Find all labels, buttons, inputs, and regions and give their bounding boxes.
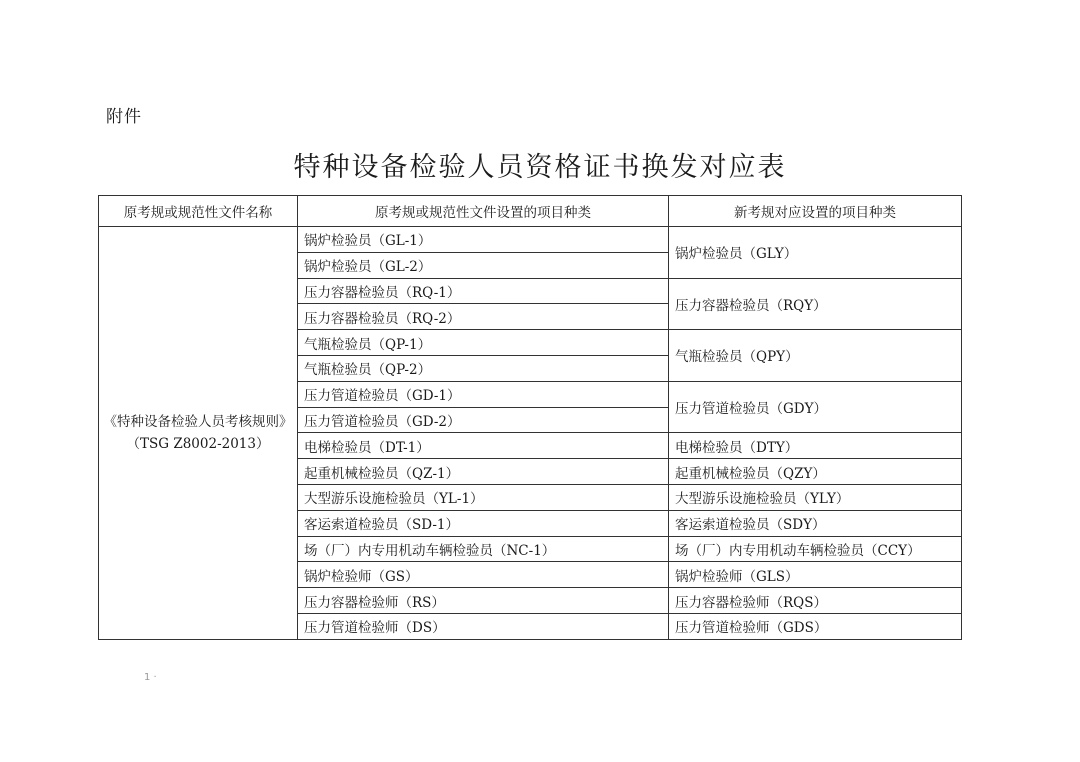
old-category-cell: 气瓶检验员（QP-1） [298, 330, 669, 356]
old-category-cell: 压力管道检验师（DS） [298, 613, 669, 639]
page-number: 1 · [144, 672, 157, 683]
new-category-cell: 压力容器检验员（RQY） [669, 278, 962, 330]
old-category-cell: 电梯检验员（DT-1） [298, 433, 669, 459]
new-category-cell: 起重机械检验员（QZY） [669, 459, 962, 485]
new-category-cell: 压力管道检验员（GDY） [669, 381, 962, 433]
header-new-category: 新考规对应设置的项目种类 [669, 196, 962, 227]
table-row [99, 227, 962, 253]
old-category-cell: 大型游乐设施检验员（YL-1） [298, 484, 669, 510]
new-category-cell: 场（厂）内专用机动车辆检验员（CCY） [669, 536, 962, 562]
certificate-mapping-table [98, 195, 962, 640]
old-category-cell: 气瓶检验员（QP-2） [298, 355, 669, 381]
old-category-cell: 锅炉检验员（GL-2） [298, 252, 669, 278]
old-category-cell: 压力管道检验员（GD-1） [298, 381, 669, 407]
old-category-cell: 压力容器检验师（RS） [298, 588, 669, 614]
page-title: 特种设备检验人员资格证书换发对应表 [293, 152, 787, 183]
new-category-cell: 锅炉检验师（GLS） [669, 562, 962, 588]
table-header-row [99, 196, 962, 227]
header-source-document: 原考规或规范性文件名称 [99, 196, 298, 227]
old-category-cell: 压力容器检验员（RQ-1） [298, 278, 669, 304]
attachment-label: 附件 [106, 107, 142, 127]
old-category-cell: 锅炉检验员（GL-1） [298, 227, 669, 253]
old-category-cell: 场（厂）内专用机动车辆检验员（NC-1） [298, 536, 669, 562]
old-category-cell: 起重机械检验员（QZ-1） [298, 459, 669, 485]
new-category-cell: 气瓶检验员（QPY） [669, 330, 962, 382]
old-category-cell: 锅炉检验师（GS） [298, 562, 669, 588]
new-category-cell: 压力容器检验师（RQS） [669, 588, 962, 614]
new-category-cell: 客运索道检验员（SDY） [669, 510, 962, 536]
old-category-cell: 客运索道检验员（SD-1） [298, 510, 669, 536]
table-body [99, 227, 962, 640]
new-category-cell: 大型游乐设施检验员（YLY） [669, 484, 962, 510]
old-category-cell: 压力容器检验员（RQ-2） [298, 304, 669, 330]
new-category-cell: 电梯检验员（DTY） [669, 433, 962, 459]
source-document-cell: 《特种设备检验人员考核规则》（TSG Z8002-2013） [99, 227, 298, 640]
new-category-cell: 压力管道检验师（GDS） [669, 613, 962, 639]
header-old-category: 原考规或规范性文件设置的项目种类 [298, 196, 669, 227]
new-category-cell: 锅炉检验员（GLY） [669, 227, 962, 279]
old-category-cell: 压力管道检验员（GD-2） [298, 407, 669, 433]
